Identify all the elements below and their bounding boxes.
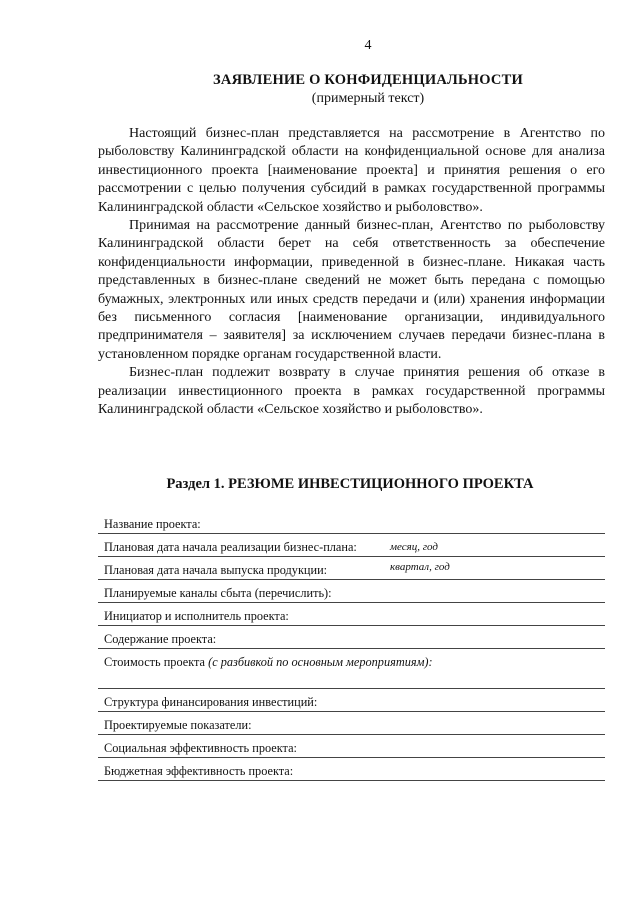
- form-row-indicators: [98, 712, 605, 735]
- form-row-label-main: Стоимость проекта: [104, 655, 206, 669]
- form-row-production-date: [98, 557, 605, 580]
- form-row-hint: месяц, год: [390, 541, 438, 553]
- form-row-label: Плановая дата начала выпуска продукции:: [104, 563, 328, 577]
- form-row-label: Социальная эффективность проекта:: [104, 741, 297, 755]
- paragraph-3: Бизнес-план подлежит возврату в случае принятия решения об отказе в реализации инвестиционного проекта в рамках государственной программы Калининградской области «Сельское хозяйство и рыболовство».: [98, 365, 605, 418]
- form-row-financing: [98, 689, 605, 712]
- form-row-label: Содержание проекта:: [104, 632, 217, 646]
- statement-body: [98, 125, 605, 420]
- form-row-label: Бюджетная эффективность проекта:: [104, 764, 294, 778]
- form-row-budget-efficiency: [98, 758, 605, 781]
- form-row-label: Плановая дата начала реализации бизнес-плана:: [104, 540, 357, 554]
- form-row-label: [104, 654, 433, 670]
- form-row-label: Инициатор и исполнитель проекта:: [104, 609, 289, 623]
- form-row-start-date: [98, 534, 605, 557]
- form-row-hint: квартал, год: [390, 561, 450, 573]
- paragraph-2: Принимая на рассмотрение данный бизнес-план, Агентство по рыболовству Калининградской области берет на себя ответственность за обеспечение конфиденциальности информации, приведенной в бизнес-плане. Никакая часть представленных в бизнес-плане сведений не может быть передана с помощью бумажных, электронных или иных средств передачи и (или) хранения информации без письменного согласия [наименование организации, индивидуального предпринимателя – заявителя] за исключением случаев передачи бизнес-плана в установленном порядке органам государственной власти.: [98, 218, 605, 362]
- statement-subtitle: (примерный текст): [311, 91, 425, 106]
- statement-title: ЗАЯВЛЕНИЕ О КОНФИДЕНЦИАЛЬНОСТИ: [213, 72, 523, 88]
- form-row-initiator: [98, 603, 605, 626]
- page-number: 4: [364, 38, 372, 53]
- form-row-content: [98, 626, 605, 649]
- paragraph-1: Настоящий бизнес-план представляется на рассмотрение в Агентство по рыболовству Калининградской области на конфиденциальной основе для анализа инвестиционного проекта [наименование проекта] и принятия решения о его рассмотрении с целью получения субсидий в рамках государственной программы Калининградской области «Сельское хозяйство и рыболовство».: [98, 126, 605, 215]
- form-row-label: Структура финансирования инвестиций:: [104, 695, 318, 709]
- form-row-label: Планируемые каналы сбыта (перечислить):: [104, 586, 332, 600]
- form-row-label: Название проекта:: [104, 517, 201, 531]
- form-row-label-italic: (с разбивкой по основным мероприятиям):: [208, 655, 433, 669]
- form-row-social-efficiency: [98, 735, 605, 758]
- form-row-label: Проектируемые показатели:: [104, 718, 252, 732]
- form-row-sales-channels: [98, 580, 605, 603]
- form-row-project-name: [98, 512, 605, 534]
- form-row-cost: [98, 649, 605, 689]
- section-title: Раздел 1. РЕЗЮМЕ ИНВЕСТИЦИОННОГО ПРОЕКТА: [166, 476, 534, 492]
- project-summary-form: [98, 512, 605, 781]
